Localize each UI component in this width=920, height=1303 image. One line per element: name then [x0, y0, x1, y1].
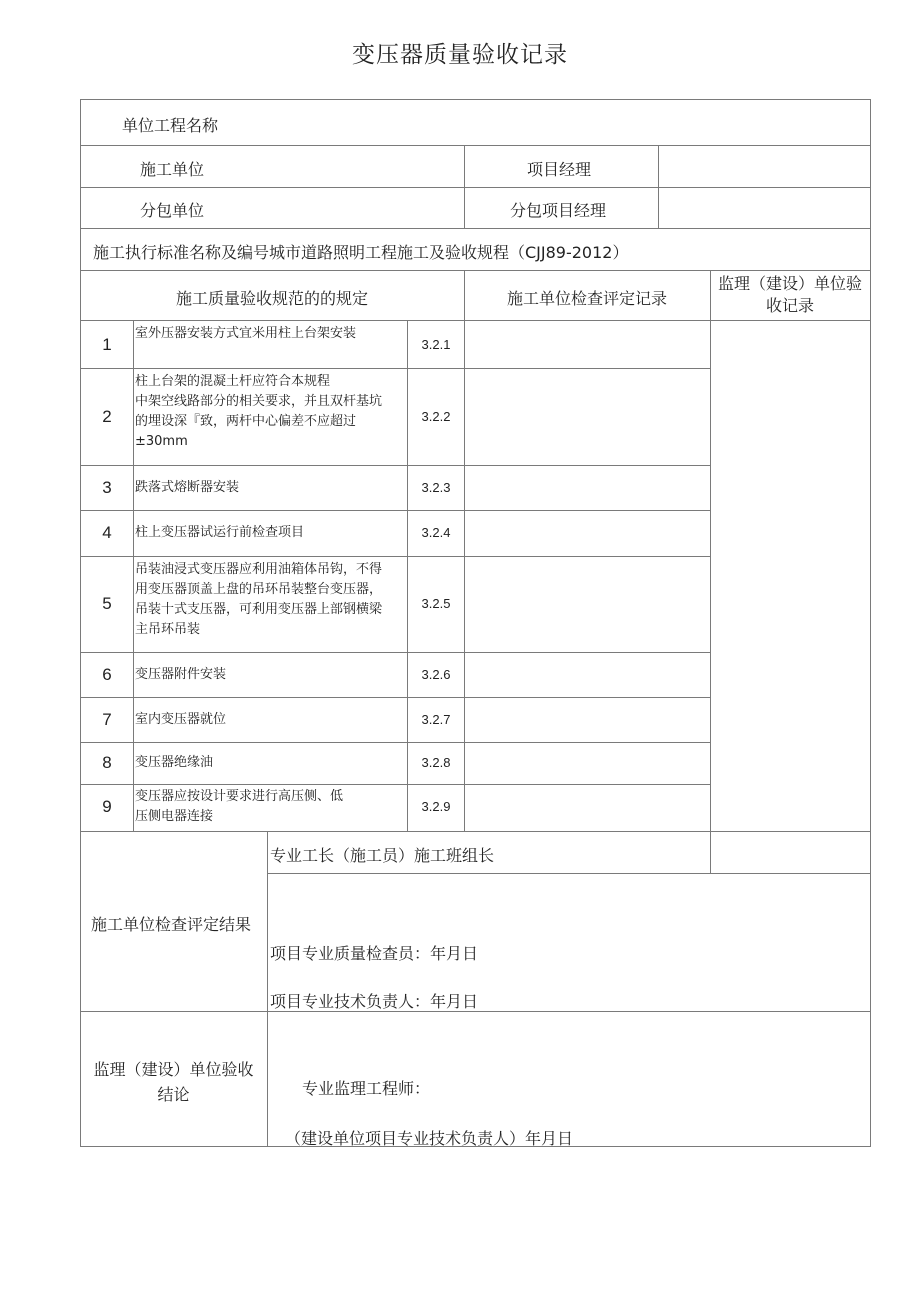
item-code: 3.2.3: [421, 480, 451, 495]
supervisor-column-header: 监理（建设）单位验 收记录: [717, 274, 862, 315]
subcontractor-label: 分包单位: [140, 201, 205, 220]
sub-project-manager-label: 分包项目经理: [510, 201, 607, 220]
item-text: 变压器应按设计要求进行高压侧、低 压侧电器连接: [135, 789, 344, 824]
item-code: 3.2.1: [421, 337, 451, 352]
item-text: 变压器绝缘油: [135, 755, 214, 770]
quality-inspector-line: 项目专业质量检查员：年月日: [270, 944, 479, 963]
item-number: 1: [102, 335, 112, 354]
owner-line: （建设单位项目专业技术负责人）年月日: [285, 1129, 574, 1148]
engineer-line: 专业监理工程师：: [302, 1079, 431, 1098]
item-code: 3.2.5: [421, 596, 451, 611]
item-number: 5: [102, 594, 112, 613]
spec-column-header: 施工质量验收规范的的规定: [175, 289, 368, 308]
result-label: 施工单位检查评定结果: [91, 915, 252, 934]
foreman-line: 专业工长（施工员）施工班组长: [270, 846, 495, 865]
item-code: 3.2.2: [421, 409, 451, 424]
item-number: 4: [102, 523, 112, 542]
item-number: 8: [102, 753, 112, 772]
item-number: 6: [102, 665, 112, 684]
item-text: 变压器附件安装: [135, 667, 227, 682]
document-title: 变压器质量验收记录: [352, 42, 568, 68]
contractor-label: 施工单位: [140, 160, 205, 179]
item-code: 3.2.6: [421, 667, 451, 682]
item-code: 3.2.7: [421, 712, 451, 727]
project-manager-label: 项目经理: [527, 160, 592, 179]
item-code: 3.2.9: [421, 799, 451, 814]
check-column-header: 施工单位检查评定记录: [506, 289, 667, 308]
item-code: 3.2.8: [421, 755, 451, 770]
item-text: 柱上变压器试运行前检查项目: [135, 525, 305, 540]
item-number: 7: [102, 710, 112, 729]
item-text: 跌落式熔断器安装: [135, 480, 240, 495]
item-number: 9: [102, 797, 112, 816]
project-name-label: 单位工程名称: [122, 116, 219, 135]
item-text: 室内变压器就位: [135, 712, 227, 727]
item-text: 室外压器安装方式宜米用柱上台架安装: [135, 326, 357, 341]
item-code: 3.2.4: [421, 525, 451, 540]
item-text: 柱上台架的混凝土杆应符合本规程 中架空线路部分的相关要求，并且双杆基坑 的埋设深『致，两杆中心偏差不应超过 ±30mm: [135, 374, 383, 449]
standard-line: 施工执行标准名称及编号城市道路照明工程施工及验收规程（CJJ89-2012）: [93, 243, 629, 262]
conclusion-label: 监理（建设）单位验收 结论: [93, 1060, 254, 1104]
tech-lead-line: 项目专业技术负责人：年月日: [270, 992, 479, 1011]
item-text: 吊装油浸式变压器应利用油箱体吊钩，不得 用变压器顶盖上盘的吊环吊装整台变压器， 吊装十式支压器，可利用变压器上部钢横梁 主吊环吊装: [135, 562, 383, 637]
item-number: 3: [102, 478, 112, 497]
item-number: 2: [102, 407, 112, 426]
